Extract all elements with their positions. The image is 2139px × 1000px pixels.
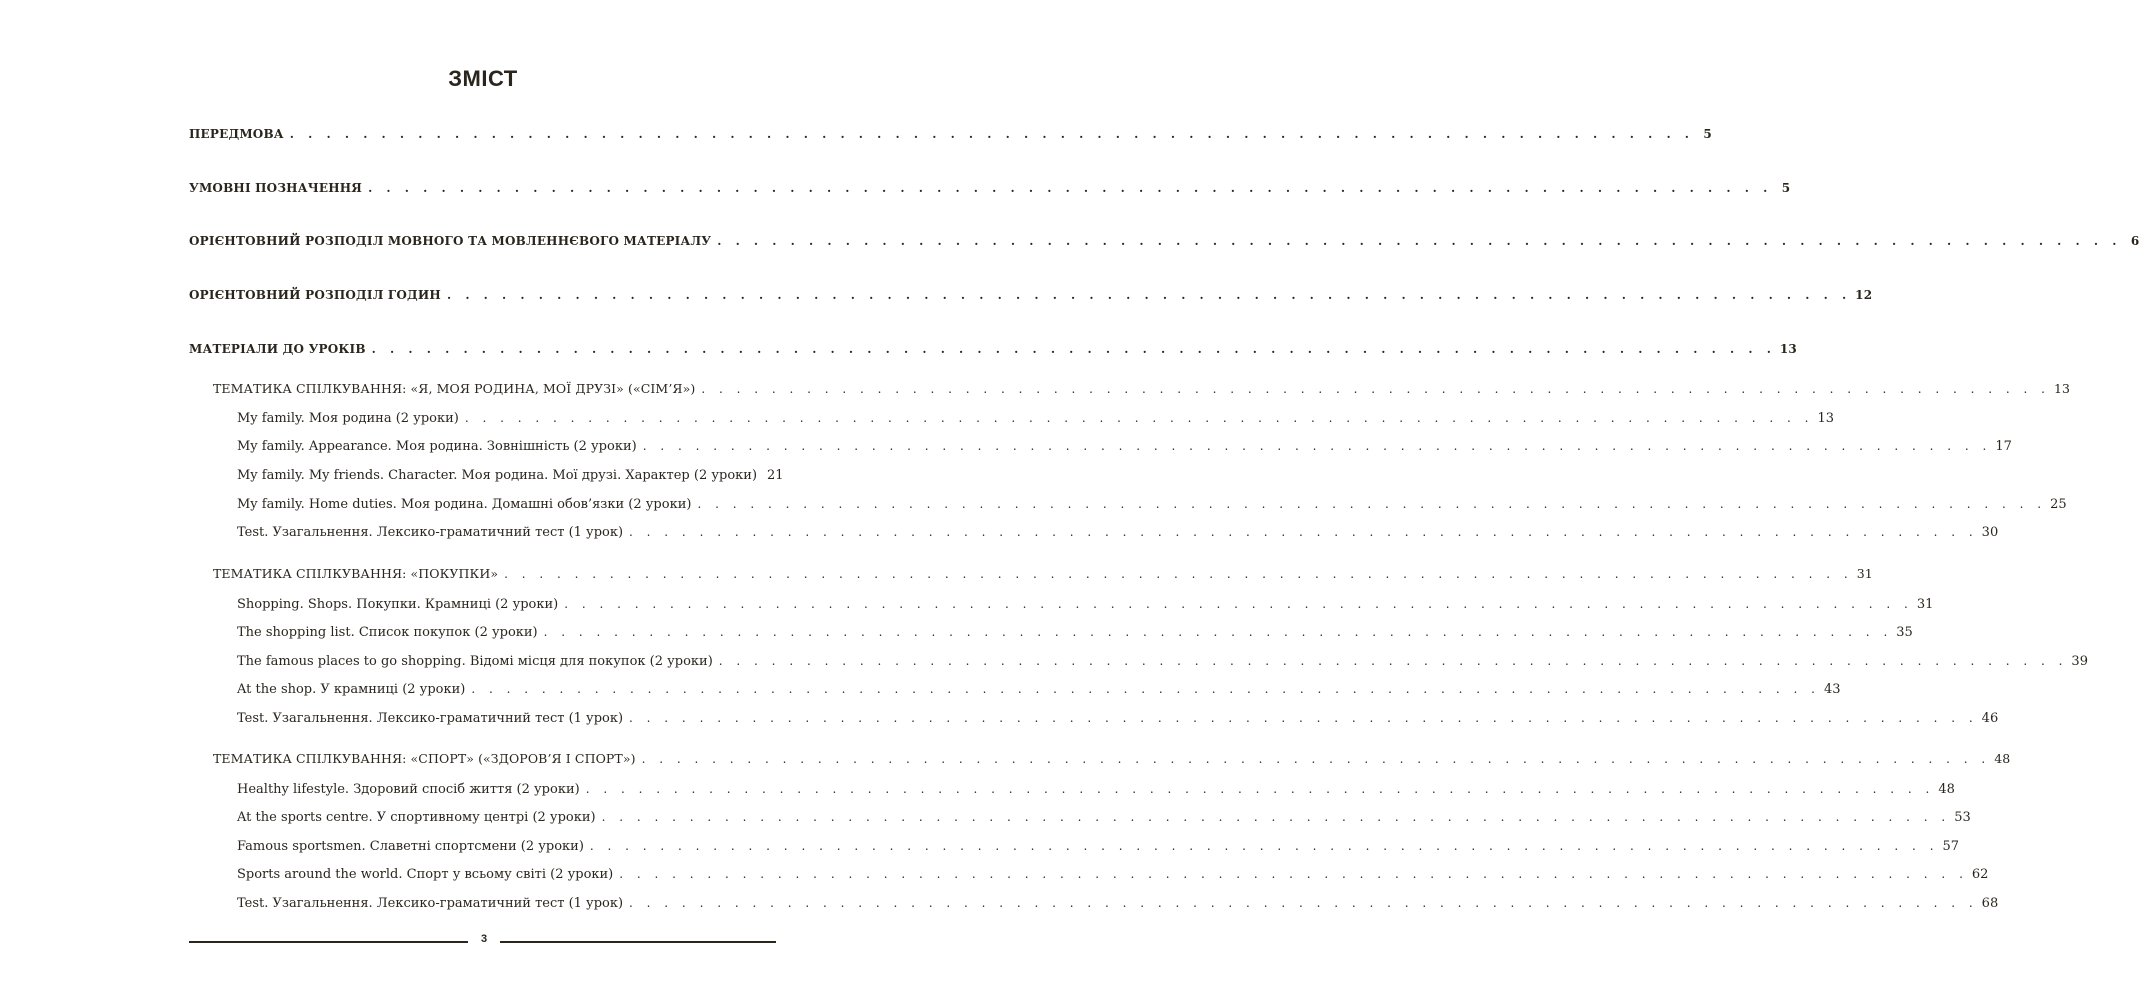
toc-entry-label: Sports around the world. Спорт у всьому світі (2 уроки) bbox=[237, 867, 614, 882]
toc-lesson-entry[interactable] bbox=[237, 809, 1971, 826]
toc-entry-page: 6 bbox=[2130, 234, 2139, 248]
toc-entry-label: ОРІЄНТОВНИЙ РОЗПОДІЛ МОВНОГО ТА МОВЛЕННЄВОГО МАТЕРІАЛУ bbox=[189, 234, 712, 248]
dot-leader: . . . . . . . . . . . . . . . . . . . . . . . . . . . . . . . . . . . . . . . . . . . . . . . . . . . . . . . . . . . . . . . . . . . . . . . . . . . . . bbox=[619, 867, 1968, 881]
toc-entry-page: 13 bbox=[1817, 411, 1835, 426]
dot-leader: . . . . . . . . . . . . . . . . . . . . . . . . . . . . . . . . . . . . . . . . . . . . . . . . . . . . . . . . . . . . . . . . . . . . . . . . . . . . . bbox=[464, 411, 1814, 425]
toc-entry-label: Test. Узагальнення. Лексико-граматичний тест (1 урок) bbox=[237, 896, 624, 911]
toc-lesson-entry[interactable] bbox=[237, 596, 1934, 613]
page-number: 3 bbox=[480, 933, 488, 945]
toc-entry-label: ПЕРЕДМОВА bbox=[189, 127, 284, 141]
toc-entry-label: Famous sportsmen. Славетні спортсмени (2 уроки) bbox=[237, 839, 584, 854]
dot-leader: . . . . . . . . . . . . . . . . . . . . . . . . . . . . . . . . . . . . . . . . . . . . . . . . . . . . . . . . . . . . . . . . . . . . . . . . . . . . . bbox=[504, 567, 1853, 581]
toc-entry-label: Healthy lifestyle. Здоровий спосіб життя (2 уроки) bbox=[237, 782, 580, 797]
dot-leader: . . . . . . . . . . . . . . . . . . . . . . . . . . . . . . . . . . . . . . . . . . . . . . . . . . . . . . . . . . . . . . . . . . . . . . . . . . . . . bbox=[585, 782, 1935, 796]
toc-lesson-entry[interactable] bbox=[237, 653, 2088, 670]
toc-lesson-entry[interactable] bbox=[237, 467, 784, 484]
dot-leader: . . . . . . . . . . . . . . . . . . . . . . . . . . . . . . . . . . . . . . . . . . . . . . . . . . . . . . . . . . . . . . . . . . . . . . . . . . . . . bbox=[589, 839, 1939, 853]
toc-entry-label: My family. My friends. Character. Моя родина. Мої друзі. Характер (2 уроки) bbox=[237, 468, 758, 483]
dot-leader: . . . . . . . . . . . . . . . . . . . . . . . . . . . . . . . . . . . . . . . . . . . . . . . . . . . . . . . . . . . . . . . . . . . . . . . . . . . . . bbox=[697, 497, 2047, 511]
dot-leader: . . . . . . . . . . . . . . . . . . . . . . . . . . . . . . . . . . . . . . . . . . . . . . . . . . . . . . . . . . . . . . . . . . . . . . . . . . . . . bbox=[564, 597, 1913, 611]
toc-entry-page: 53 bbox=[1954, 810, 1971, 825]
toc-entry-label: Shopping. Shops. Покупки. Крамниці (2 уроки) bbox=[237, 597, 559, 612]
toc-entry-page: 57 bbox=[1942, 839, 1960, 854]
toc-entry-label: ТЕМАТИКА СПІЛКУВАННЯ: «ПОКУПКИ» bbox=[213, 566, 499, 581]
toc-entry-page: 39 bbox=[2071, 654, 2088, 669]
toc-entry-label: Test. Узагальнення. Лексико-граматичний тест (1 урок) bbox=[237, 711, 624, 726]
dot-leader: . . . . . . . . . . . . . . . . . . . . . . . . . . . . . . . . . . . . . . . . . . . . . . . . . . . . . . . . . . . . . . . . . . . . . . . . . . . . . bbox=[629, 896, 1978, 910]
dot-leader: . . . . . . . . . . . . . . . . . . . . . . . . . . . . . . . . . . . . . . . . . . . . . . . . . . . . . . . . . . . . . . . . . . . . . . . . . . . . . bbox=[289, 127, 1694, 141]
toc-entry-page: 62 bbox=[1971, 867, 1989, 882]
page-footer bbox=[189, 933, 776, 948]
toc-entry-symbols[interactable] bbox=[189, 180, 1791, 196]
dot-leader: . . . . . . . . . . . . . . . . . . . . . . . . . . . . . . . . . . . . . . . . . . . . . . . . . . . . . . . . . . . . . . . . . . . . . . . . . . . . . bbox=[543, 625, 1893, 639]
toc-entry-page: 5 bbox=[1703, 127, 1712, 141]
dot-leader: . . . . . . . . . . . . . . . . . . . . . . . . . . . . . . . . . . . . . . . . . . . . . . . . . . . . . . . . . . . . . . . . . . . . . . . . . . . . . bbox=[471, 682, 1820, 696]
toc-lesson-entry[interactable] bbox=[237, 838, 1960, 855]
toc-lesson-entry[interactable] bbox=[237, 866, 1989, 883]
dot-leader: . . . . . . . . . . . . . . . . . . . . . . . . . . . . . . . . . . . . . . . . . . . . . . . . . . . . . . . . . . . . . . . . . . . . . . . . . . . . . bbox=[368, 181, 1773, 195]
toc-entry-page: 30 bbox=[1981, 525, 1999, 540]
toc-section-family[interactable] bbox=[213, 381, 2071, 397]
toc-entry-label: At the shop. У крамниці (2 уроки) bbox=[237, 682, 466, 697]
toc-entry-page: 25 bbox=[2050, 497, 2067, 512]
toc-entry-lesson-materials[interactable] bbox=[189, 341, 1797, 357]
toc-entry-page: 5 bbox=[1781, 181, 1791, 195]
footer-rule-left bbox=[189, 941, 468, 943]
toc-section-shopping[interactable] bbox=[213, 566, 1873, 582]
dot-leader: . . . . . . . . . . . . . . . . . . . . . . . . . . . . . . . . . . . . . . . . . . . . . . . . . . . . . . . . . . . . . . . . . . . . . . . . . . . . . bbox=[718, 654, 2068, 668]
toc-entry-page: 12 bbox=[1855, 288, 1873, 302]
dot-leader: . . . . . . . . . . . . . . . . . . . . . . . . . . . . . . . . . . . . . . . . . . . . . . . . . . . . . . . . . . . . . . . . . . . . . . . . . . . . . bbox=[629, 711, 1978, 725]
dot-leader: . . . . . . . . . . . . . . . . . . . . . . . . . . . . . . . . . . . . . . . . . . . . . . . . . . . . . . . . . . . . . . . . . . . . . . . . . . . . . bbox=[371, 342, 1776, 356]
toc-entry-page: 31 bbox=[1916, 597, 1934, 612]
toc-entry-preface[interactable] bbox=[189, 126, 1712, 142]
toc-entry-material-distribution[interactable] bbox=[189, 233, 2139, 249]
toc-lesson-entry[interactable] bbox=[237, 496, 2067, 513]
toc-entry-label: The shopping list. Список покупок (2 уроки) bbox=[237, 625, 538, 640]
toc-entry-page: 43 bbox=[1823, 682, 1841, 697]
toc-entry-page: 13 bbox=[2053, 381, 2071, 396]
dot-leader: . . . . . . . . . . . . . . . . . . . . . . . . . . . . . . . . . . . . . . . . . . . . . . . . . . . . . . . . . . . . . . . . . . . . . . . . . . . . . bbox=[701, 382, 2050, 396]
toc-entry-page: 48 bbox=[1994, 751, 2011, 766]
toc-entry-label: ТЕМАТИКА СПІЛКУВАННЯ: «СПОРТ» («ЗДОРОВ’Я І СПОРТ») bbox=[213, 751, 636, 766]
toc-lesson-entry[interactable] bbox=[237, 624, 1913, 641]
dot-leader: . . . . . . . . . . . . . . . . . . . . . . . . . . . . . . . . . . . . . . . . . . . . . . . . . . . . . . . . . . . . . . . . . . . . . . . . . . . . . bbox=[641, 752, 1991, 766]
toc-entry-label: ОРІЄНТОВНИЙ РОЗПОДІЛ ГОДИН bbox=[189, 288, 441, 302]
toc-entry-page: 13 bbox=[1779, 342, 1797, 356]
toc-section-sport[interactable] bbox=[213, 751, 2011, 767]
toc-lesson-entry[interactable] bbox=[237, 438, 2012, 455]
toc-lesson-entry[interactable] bbox=[237, 524, 1999, 541]
toc-lesson-entry[interactable] bbox=[237, 410, 1835, 427]
toc-lesson-entry[interactable] bbox=[237, 895, 1999, 912]
dot-leader: . . . . . . . . . . . . . . . . . . . . . . . . . . . . . . . . . . . . . . . . . . . . . . . . . . . . . . . . . . . . . . . . . . . . . . . . . . . . . bbox=[717, 234, 2122, 248]
toc-entry-page: 17 bbox=[1995, 439, 2012, 454]
dot-leader: . . . . . . . . . . . . . . . . . . . . . . . . . . . . . . . . . . . . . . . . . . . . . . . . . . . . . . . . . . . . . . . . . . . . . . . . . . . . . bbox=[601, 810, 1951, 824]
toc-entry-hours-distribution[interactable] bbox=[189, 287, 1873, 303]
toc-entry-page: 68 bbox=[1981, 896, 1999, 911]
dot-leader: . . . . . . . . . . . . . . . . . . . . . . . . . . . . . . . . . . . . . . . . . . . . . . . . . . . . . . . . . . . . . . . . . . . . . . . . . . . . . bbox=[642, 439, 1992, 453]
toc-lesson-entry[interactable] bbox=[237, 710, 1999, 727]
toc-entry-page: 46 bbox=[1981, 711, 1999, 726]
dot-leader: . . . . . . . . . . . . . . . . . . . . . . . . . . . . . . . . . . . . . . . . . . . . . . . . . . . . . . . . . . . . . . . . . . . . . . . . . . . . . bbox=[446, 288, 1852, 302]
page-title: ЗМІСТ bbox=[448, 66, 518, 91]
toc-entry-page: 31 bbox=[1856, 566, 1873, 581]
toc-entry-label: My family. Моя родина (2 уроки) bbox=[237, 411, 459, 426]
toc-entry-label: Test. Узагальнення. Лексико-граматичний тест (1 урок) bbox=[237, 525, 624, 540]
toc-entry-label: My family. Home duties. Моя родина. Домашні обов’язки (2 уроки) bbox=[237, 497, 692, 512]
toc-entry-label: The famous places to go shopping. Відомі місця для покупок (2 уроки) bbox=[237, 654, 713, 669]
toc-entry-page: 21 bbox=[767, 468, 784, 483]
toc-entry-label: МАТЕРІАЛИ ДО УРОКІВ bbox=[189, 342, 366, 356]
toc-entry-label: ТЕМАТИКА СПІЛКУВАННЯ: «Я, МОЯ РОДИНА, МОЇ ДРУЗІ» («СІМ’Я») bbox=[213, 381, 696, 396]
toc-lesson-entry[interactable] bbox=[237, 781, 1955, 798]
toc-entry-label: At the sports centre. У спортивному центрі (2 уроки) bbox=[237, 810, 596, 825]
toc-entry-page: 48 bbox=[1938, 782, 1955, 797]
footer-rule-right bbox=[500, 941, 776, 943]
toc-entry-label: УМОВНІ ПОЗНАЧЕННЯ bbox=[189, 181, 363, 195]
toc-entry-label: My family. Appearance. Моя родина. Зовнішність (2 уроки) bbox=[237, 439, 637, 454]
toc-entry-page: 35 bbox=[1896, 625, 1913, 640]
toc-lesson-entry[interactable] bbox=[237, 681, 1841, 698]
dot-leader: . . . . . . . . . . . . . . . . . . . . . . . . . . . . . . . . . . . . . . . . . . . . . . . . . . . . . . . . . . . . . . . . . . . . . . . . . . . . . bbox=[629, 525, 1978, 539]
